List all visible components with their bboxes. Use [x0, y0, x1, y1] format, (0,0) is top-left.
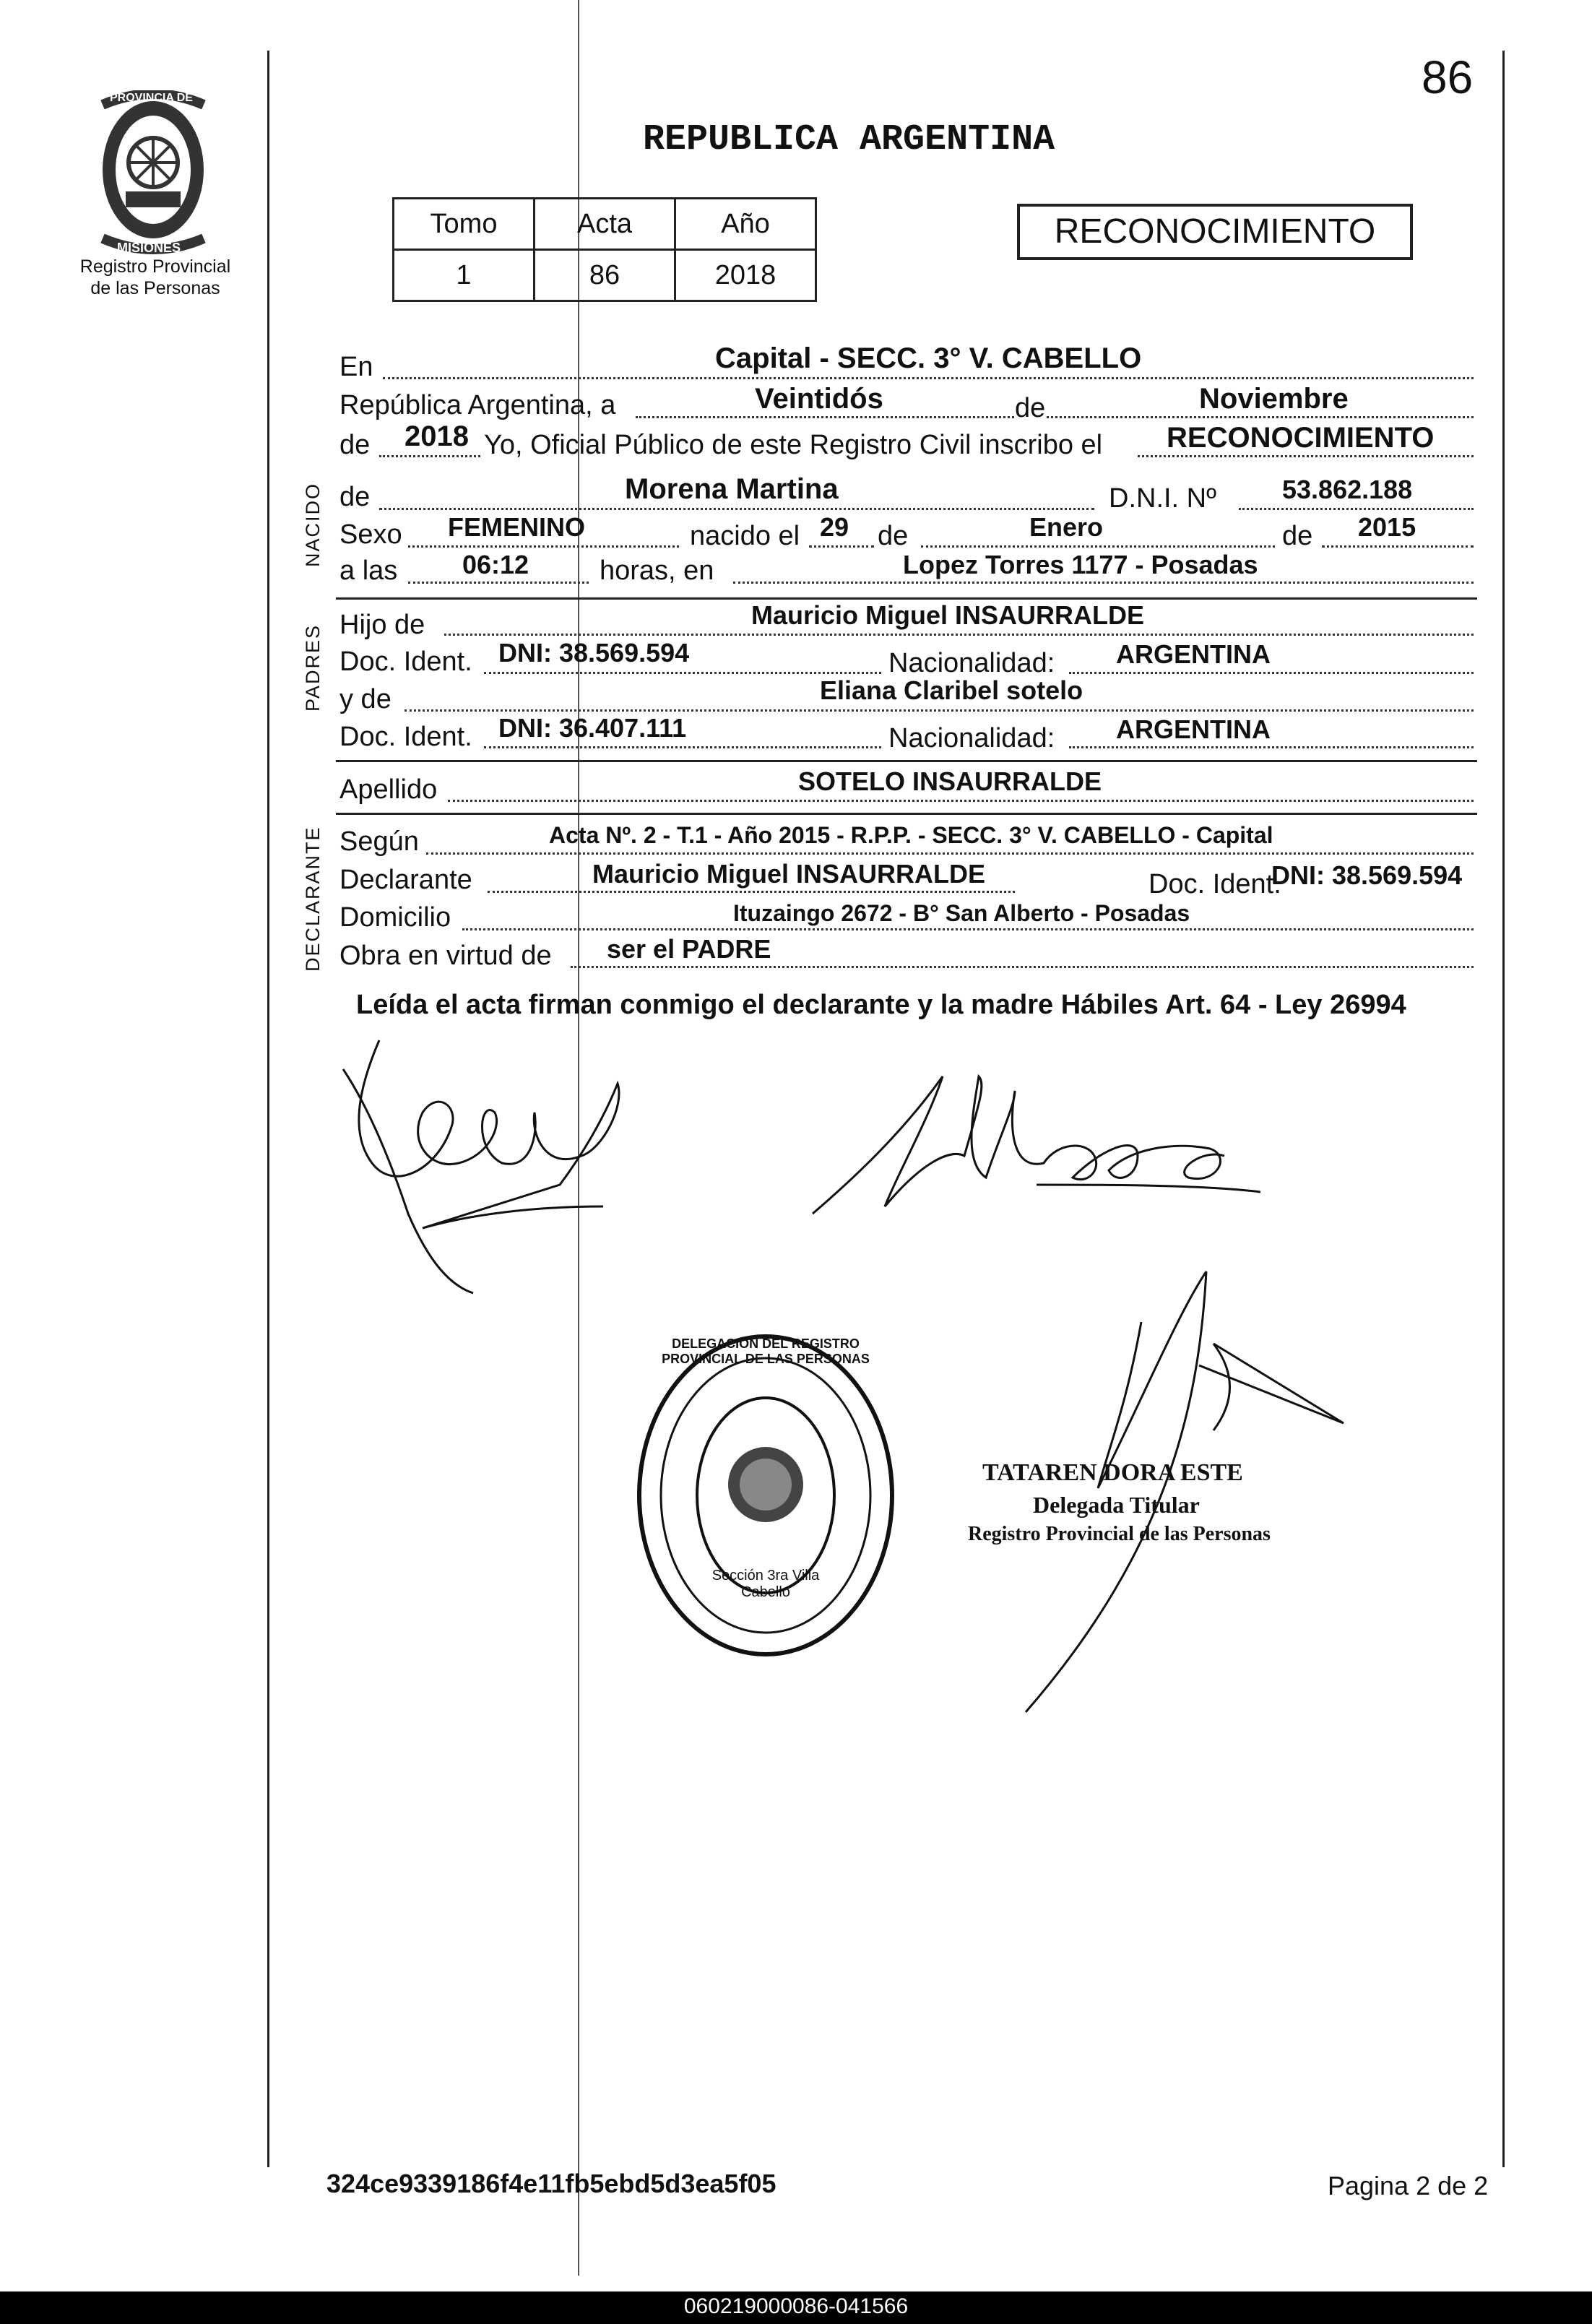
dots — [1069, 672, 1474, 674]
barcode-strip — [0, 2291, 1592, 2324]
dots — [921, 545, 1275, 548]
obra-label: Obra en virtud de — [339, 941, 552, 971]
header-acta: Acta — [535, 199, 675, 250]
dots — [426, 852, 1474, 855]
dots — [809, 545, 874, 548]
dots — [1322, 545, 1474, 548]
reference-table — [392, 197, 817, 302]
dots — [408, 582, 589, 584]
right-margin-line — [1502, 51, 1505, 2167]
domicilio-label: Domicilio — [339, 902, 451, 933]
birth-year-value: 2015 — [1358, 512, 1416, 542]
official-text: Yo, Oficial Público de este Registro Civil inscribo el — [484, 430, 1103, 460]
reason-value: ser el PADRE — [607, 934, 771, 964]
alas-label: a las — [339, 556, 398, 586]
value-tomo: 1 — [394, 250, 535, 301]
seal-text-top: PROVINCIA DE — [110, 92, 193, 104]
dots — [1138, 455, 1474, 457]
value-anio: 2018 — [675, 250, 816, 301]
year-prefix-label: de — [339, 430, 371, 460]
birth-time-value: 06:12 — [462, 550, 529, 579]
value-acta: 86 — [535, 250, 675, 301]
dots — [571, 966, 1474, 968]
dots — [484, 746, 881, 748]
registry-name-line1: Registro Provincial — [79, 256, 231, 277]
nacido-label: nacido el — [690, 521, 800, 551]
footer-page-indicator: Pagina 2 de 2 — [1328, 2171, 1489, 2200]
mother-doc-value: DNI: 36.407.111 — [498, 713, 687, 743]
dots — [379, 455, 480, 457]
father-doc-value: DNI: 38.569.594 — [498, 638, 690, 668]
child-name-value: Morena Martina — [625, 473, 839, 505]
father-name-value: Mauricio Miguel INSAURRALDE — [751, 600, 1145, 630]
closing-statement: Leída el acta firman conmigo el declarante y la madre Hábiles Art. 64 - Ley 26994 — [356, 990, 1406, 1020]
month-value: Noviembre — [1199, 383, 1349, 415]
segun-value: Acta Nº. 2 - T.1 - Año 2015 - R.P.P. - SECC. 3° V. CABELLO - Capital — [549, 822, 1273, 848]
segun-label: Según — [339, 826, 419, 857]
official-name: TATAREN DORA ESTE — [982, 1459, 1243, 1486]
yde-label: y de — [339, 684, 391, 714]
dni-label: D.N.I. Nº — [1109, 483, 1216, 514]
dots — [636, 416, 1474, 418]
registry-stamp — [632, 1329, 899, 1662]
side-label-parents: PADRES — [302, 623, 324, 712]
hijo-label: Hijo de — [339, 610, 425, 640]
section-divider — [336, 760, 1477, 762]
registration-year-value: 2018 — [405, 420, 469, 452]
dots — [488, 891, 1015, 893]
father-nac-value: ARGENTINA — [1116, 639, 1271, 669]
declarant-doc-label: Doc. Ident. — [1148, 869, 1281, 899]
act-type-box: RECONOCIMIENTO — [1017, 204, 1413, 260]
dots — [383, 377, 1474, 379]
birth-de-label-2: de — [1282, 521, 1313, 551]
dots — [1239, 508, 1474, 510]
declarant-name-value: Mauricio Miguel INSAURRALDE — [592, 859, 986, 889]
day-words-value: Veintidós — [755, 383, 883, 415]
mother-name-value: Eliana Claribel sotelo — [820, 675, 1083, 705]
horas-label: horas, en — [600, 556, 714, 586]
official-signature — [997, 1257, 1372, 1719]
de-label: de — [1015, 393, 1046, 423]
father-doc-label: Doc. Ident. — [339, 647, 472, 677]
barcode-id: 060219000086-041566 — [683, 2294, 909, 2318]
header-anio: Año — [675, 199, 816, 250]
apellido-label: Apellido — [339, 774, 438, 805]
sexo-label: Sexo — [339, 519, 402, 550]
dots — [408, 545, 679, 548]
section-divider — [336, 813, 1477, 815]
born-de-label: de — [339, 482, 371, 512]
surname-value: SOTELO INSAURRALDE — [798, 766, 1102, 796]
child-dni-value: 53.862.188 — [1282, 475, 1413, 504]
birth-place-value: Lopez Torres 1177 - Posadas — [903, 550, 1258, 579]
mother-nac-value: ARGENTINA — [1116, 714, 1271, 744]
registry-name-line2: de las Personas — [90, 278, 220, 298]
mother-signature — [798, 1062, 1275, 1228]
official-org: Registro Provincial de las Personas — [968, 1523, 1271, 1545]
dots — [448, 800, 1474, 802]
address-value: Ituzaingo 2672 - B° San Alberto - Posadas — [733, 900, 1190, 926]
dots — [444, 634, 1474, 636]
left-margin-line — [267, 51, 269, 2167]
declarante-label: Declarante — [339, 865, 472, 895]
stamp-outer-text: DELEGACION DEL REGISTRO PROVINCIAL DE LAS PERSONAS — [662, 1336, 870, 1366]
birth-de-label: de — [878, 521, 909, 551]
side-label-declarant: DECLARANTE — [302, 826, 324, 972]
dots — [733, 582, 1474, 584]
location-value: Capital - SECC. 3° V. CABELLO — [715, 342, 1142, 374]
dots — [405, 709, 1474, 712]
sexo-value: FEMENINO — [448, 512, 586, 542]
page-number: 86 — [1422, 51, 1474, 103]
birth-month-value: Enero — [1029, 512, 1104, 542]
dots — [379, 508, 1094, 510]
mother-nac-label: Nacionalidad: — [888, 723, 1055, 753]
seal-text-bottom: MISIONES — [117, 241, 181, 255]
act-name-value: RECONOCIMIENTO — [1167, 422, 1435, 454]
document-hash: 324ce9339186f4e11fb5ebd5d3ea5f05 — [326, 2169, 776, 2198]
province-seal — [81, 90, 225, 256]
declarant-signature — [329, 1026, 646, 1300]
mother-doc-label: Doc. Ident. — [339, 722, 472, 752]
country-title: REPUBLICA ARGENTINA — [643, 119, 1055, 160]
birth-day-value: 29 — [820, 512, 849, 542]
side-label-born: NACIDO — [302, 482, 324, 567]
header-tomo: Tomo — [394, 199, 535, 250]
official-role: Delegada Titular — [1033, 1492, 1200, 1518]
en-label: En — [339, 352, 373, 382]
stamp-inner-text: Sección 3ra Villa Cabello — [711, 1568, 820, 1600]
republic-label: República Argentina, a — [339, 390, 616, 420]
dots — [484, 672, 881, 674]
father-nac-label: Nacionalidad: — [888, 648, 1055, 678]
dots — [1069, 746, 1474, 748]
declarant-doc-value: DNI: 38.569.594 — [1271, 860, 1463, 890]
